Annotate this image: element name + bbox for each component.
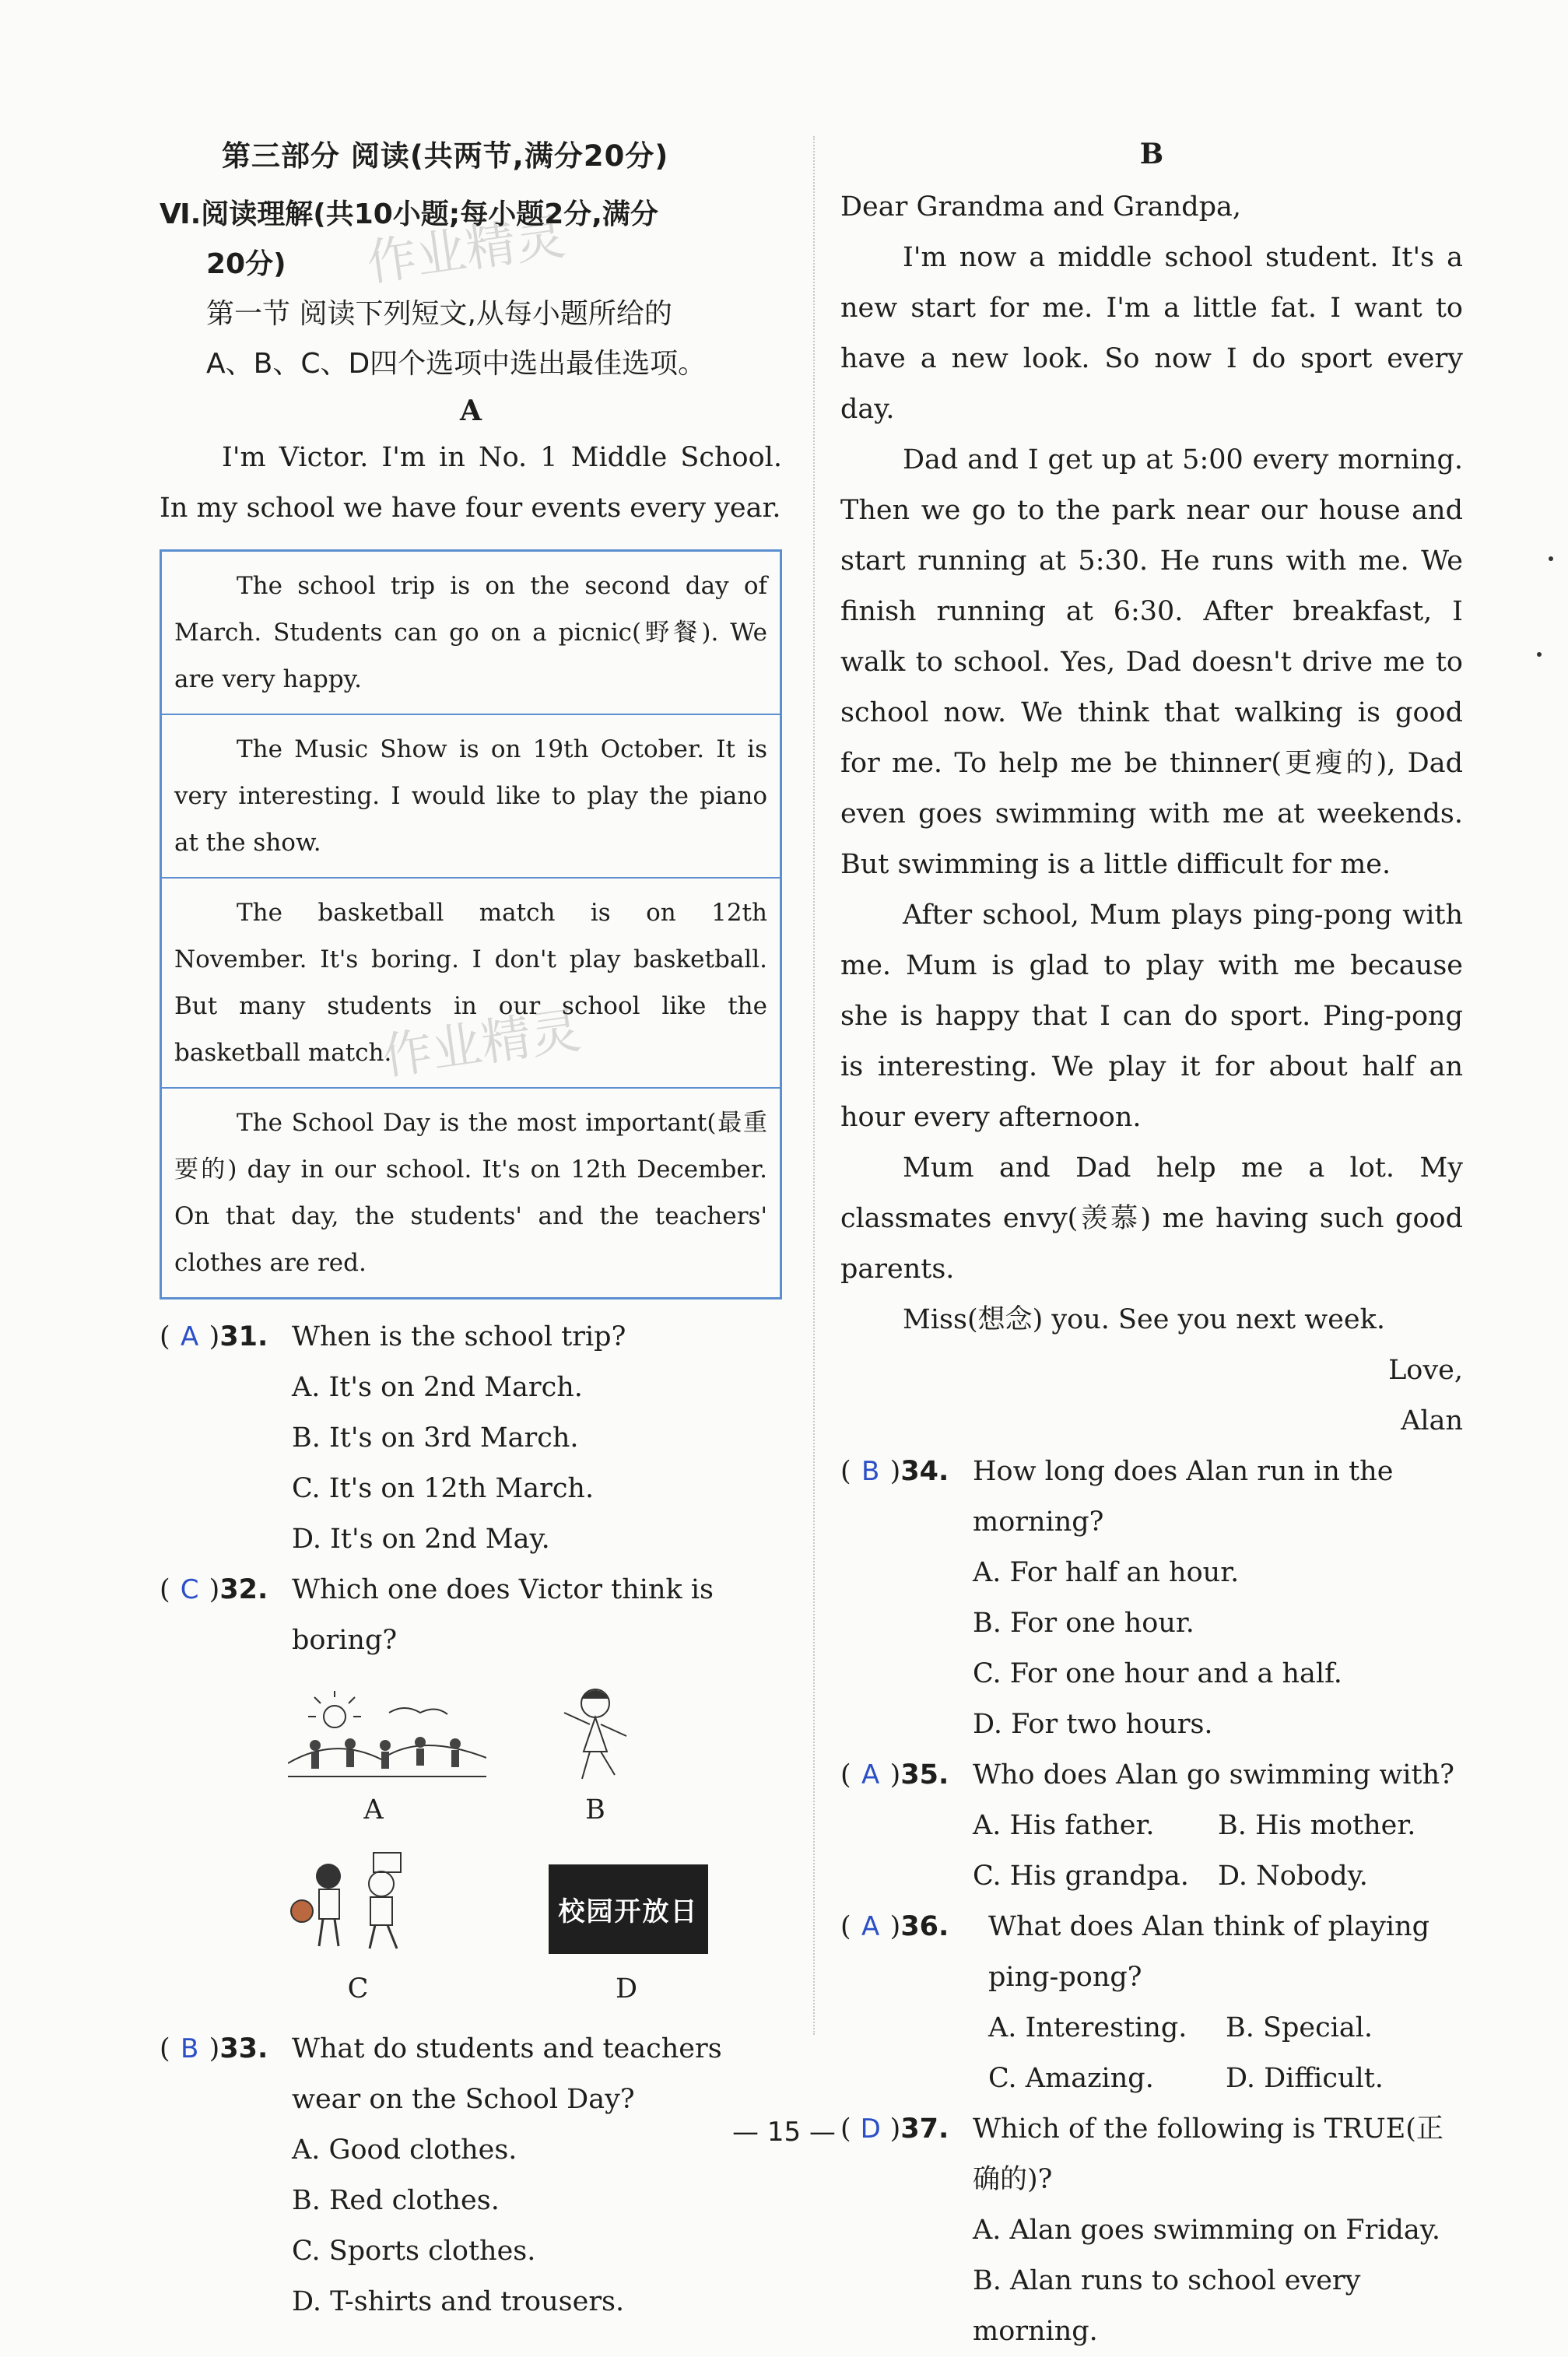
answer-bracket: ( B )33. bbox=[160, 2024, 292, 2125]
option-37-b: B. Alan runs to school every morning. bbox=[973, 2265, 1361, 2347]
passage-a-heading: A bbox=[460, 395, 482, 427]
answer-34[interactable]: B bbox=[861, 1456, 880, 1487]
question-text: Who does Alan go swimming with? bbox=[973, 1759, 1454, 1791]
open-day-picture bbox=[549, 1864, 708, 1954]
answer-bracket: ( A )36. bbox=[840, 1902, 988, 2003]
option-33-c: C. Sports clothes. bbox=[292, 2236, 536, 2267]
option-33-a: A. Good clothes. bbox=[292, 2134, 517, 2166]
event-basketball-match: The basketball match is on 12th November. It's boring. I don't play basketball. But many students in our school like the basketball match. bbox=[162, 877, 780, 1087]
option-34-c: C. For one hour and a half. bbox=[973, 1658, 1342, 1689]
page-number: — 15 — bbox=[732, 2117, 836, 2148]
answer-31[interactable]: A bbox=[181, 1321, 199, 1352]
question-text: What do students and teachers wear on the School Day? bbox=[292, 2033, 722, 2115]
option-35-a: A. His father. bbox=[973, 1810, 1155, 1841]
picture-options bbox=[160, 1674, 782, 2016]
question-number: 32. bbox=[219, 1574, 268, 1605]
option-36-a: A. Interesting. bbox=[988, 2012, 1187, 2043]
options-36-row1 bbox=[840, 2003, 1463, 2054]
answer-bracket: ( B )34. bbox=[840, 1447, 973, 1548]
question-number: 34. bbox=[900, 1456, 949, 1487]
right-column bbox=[840, 132, 1463, 2357]
letter-greeting: Dear Grandma and Grandpa, bbox=[840, 191, 1242, 223]
letter-paragraph-5: Miss(想念) you. See you next week. bbox=[903, 1304, 1385, 1335]
question-number: 31. bbox=[219, 1321, 268, 1352]
question-33 bbox=[160, 2024, 782, 2125]
dancer-picture bbox=[552, 1682, 638, 1791]
option-31-d: D. It's on 2nd May. bbox=[292, 1524, 550, 1555]
option-31-a: A. It's on 2nd March. bbox=[292, 1372, 583, 1403]
watermark-top: 作业精灵 bbox=[363, 208, 569, 293]
letter-closing: Love, bbox=[1388, 1355, 1463, 1386]
question-number: 36. bbox=[900, 1911, 949, 1942]
watermark-middle: 作业精灵 bbox=[378, 1001, 584, 1087]
options-35-row1 bbox=[840, 1801, 1463, 1851]
answer-33[interactable]: B bbox=[180, 2033, 199, 2064]
question-text: When is the school trip? bbox=[292, 1321, 626, 1352]
option-36-d: D. Difficult. bbox=[1226, 2063, 1384, 2094]
option-37-a: A. Alan goes swimming on Friday. bbox=[973, 2215, 1441, 2246]
question-text: Which one does Victor think is boring? bbox=[292, 1574, 714, 1656]
letter-paragraph-4: Mum and Dad help me a lot. My classmates envy(羡慕) me having such good parents. bbox=[840, 1152, 1463, 1285]
margin-mark bbox=[1537, 652, 1542, 657]
letter-signature: Alan bbox=[1401, 1405, 1463, 1436]
answer-36[interactable]: A bbox=[861, 1911, 880, 1942]
question-31 bbox=[160, 1312, 782, 1363]
picnic-picture bbox=[288, 1689, 486, 1783]
answer-35[interactable]: A bbox=[861, 1759, 880, 1791]
option-34-a: A. For half an hour. bbox=[973, 1557, 1240, 1588]
answer-32[interactable]: C bbox=[180, 1574, 199, 1605]
option-35-c: C. His grandpa. bbox=[973, 1861, 1189, 1892]
left-column bbox=[160, 132, 782, 2327]
question-34 bbox=[840, 1447, 1463, 1548]
question-text: What does Alan think of playing ping-pong? bbox=[988, 1911, 1430, 1993]
question-number: 33. bbox=[219, 2033, 268, 2064]
passage-b-heading: B bbox=[1139, 138, 1164, 170]
option-33-d: D. T-shirts and trousers. bbox=[292, 2286, 625, 2317]
column-divider bbox=[813, 136, 815, 2035]
answer-37[interactable]: D bbox=[860, 2113, 881, 2145]
picture-label-d: D bbox=[615, 1973, 638, 2005]
picture-label-b: B bbox=[585, 1794, 605, 1826]
question-text: How long does Alan run in the morning? bbox=[973, 1456, 1394, 1538]
option-35-d: D. Nobody. bbox=[1218, 1861, 1368, 1892]
part-heading bbox=[160, 190, 782, 289]
question-36 bbox=[840, 1902, 1463, 2003]
picture-label-c: C bbox=[347, 1973, 369, 2005]
instructions-line2: A、B、C、D四个选项中选出最佳选项。 bbox=[206, 348, 707, 380]
answer-bracket: ( A )35. bbox=[840, 1750, 973, 1801]
section-title: 第三部分 阅读(共两节,满分20分) bbox=[222, 139, 669, 173]
question-32 bbox=[160, 1565, 782, 1666]
passage-a-intro: I'm Victor. I'm in No. 1 Middle School. In my school we have four events every year. bbox=[160, 442, 782, 524]
options-35-row2 bbox=[840, 1851, 1463, 1902]
answer-bracket: ( A )31. bbox=[160, 1312, 292, 1363]
letter-paragraph-3: After school, Mum plays ping-pong with me. Mum is glad to play with me because she is happy that I can do sport. Ping-pong is interesting. We play it for about half an hour every afternoon. bbox=[840, 900, 1463, 1133]
instructions-line1: 第一节 阅读下列短文,从每小题所给的 bbox=[206, 298, 672, 330]
question-number: 37. bbox=[900, 2113, 949, 2145]
option-35-b: B. His mother. bbox=[1218, 1810, 1416, 1841]
open-day-text: 校园开放日 bbox=[558, 1896, 699, 1927]
event-school-trip: The school trip is on the second day of March. Students can go on a picnic(野餐). We are very happy. bbox=[174, 572, 767, 693]
option-34-d: D. For two hours. bbox=[973, 1709, 1213, 1740]
event-music-show: The Music Show is on 19th October. It is very interesting. I would like to play the piano at the show. bbox=[162, 714, 780, 877]
option-36-c: C. Amazing. bbox=[988, 2063, 1154, 2094]
question-text: Which of the following is TRUE(正确的)? bbox=[973, 2113, 1443, 2195]
option-36-b: B. Special. bbox=[1226, 2012, 1373, 2043]
letter-paragraph-1: I'm now a middle school student. It's a new start for me. I'm a little fat. I want to have a new look. So now I do sport every day. bbox=[840, 242, 1463, 425]
option-33-b: B. Red clothes. bbox=[292, 2185, 500, 2216]
event-school-day: The School Day is the most important(最重要的) day in our school. It's on 12th December. On that day, the students' and the teachers' clothes are red. bbox=[162, 1087, 780, 1297]
basketball-picture bbox=[288, 1849, 424, 1954]
picture-label-a: A bbox=[363, 1794, 384, 1826]
section-instructions bbox=[160, 289, 782, 389]
question-number: 35. bbox=[900, 1759, 949, 1791]
option-31-c: C. It's on 12th March. bbox=[292, 1473, 595, 1504]
letter-paragraph-2: Dad and I get up at 5:00 every morning. Then we go to the park near our house and start running at 5:30. He runs with me. We finish running at 6:30. After breakfast, I walk to school. Yes, Dad doesn't drive me to school now. We think that walking is good for me. To help me be thinner(更瘦的), Dad even goes swimming with me at weekends. But swimming is a little difficult for me. bbox=[840, 444, 1463, 880]
answer-bracket: ( C )32. bbox=[160, 1565, 292, 1666]
margin-mark bbox=[1549, 556, 1553, 561]
part-heading-line2: 20分) bbox=[206, 248, 286, 280]
part-heading-line1: Ⅵ.阅读理解(共10小题;每小题2分,满分 bbox=[160, 198, 658, 230]
question-35 bbox=[840, 1750, 1463, 1801]
option-31-b: B. It's on 3rd March. bbox=[292, 1422, 579, 1454]
options-36-row2 bbox=[840, 2054, 1463, 2104]
option-34-b: B. For one hour. bbox=[973, 1608, 1194, 1639]
answer-bracket: ( D )37. bbox=[840, 2104, 973, 2205]
events-table bbox=[160, 549, 782, 1300]
